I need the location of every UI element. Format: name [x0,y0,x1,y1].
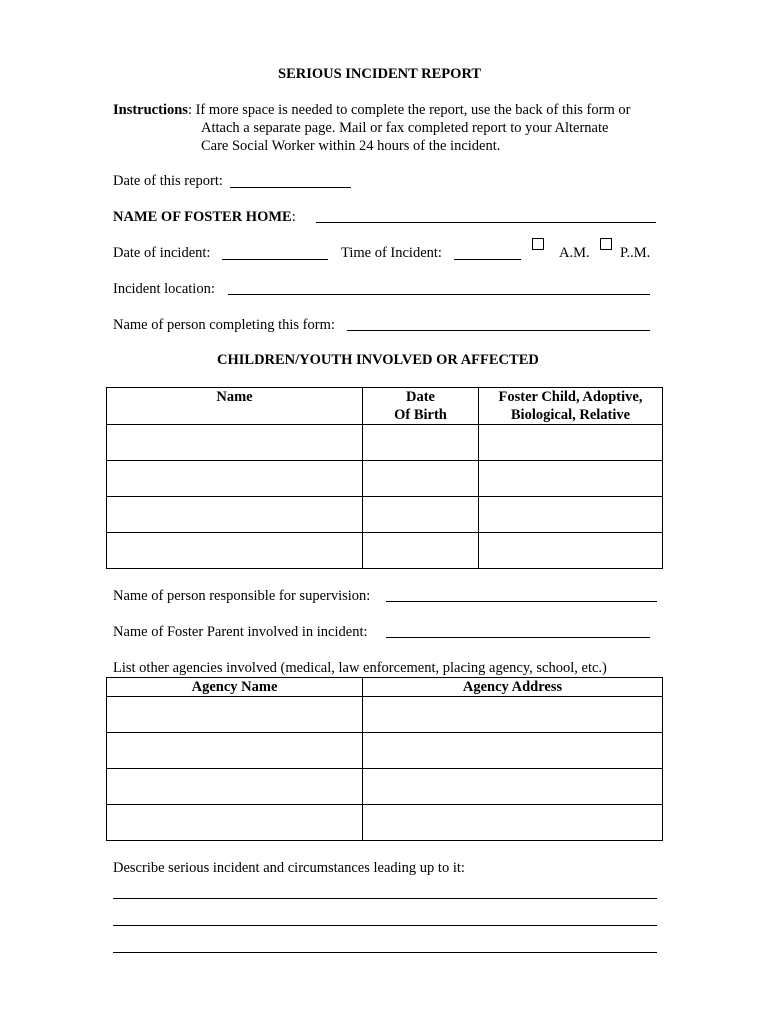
foster-parent-label: Name of Foster Parent involved in incident: [113,624,368,640]
am-checkbox[interactable] [532,238,544,250]
child-relationship-cell[interactable] [479,533,663,569]
agency-name-cell[interactable] [107,805,363,841]
agency-name-cell[interactable] [107,733,363,769]
table-row [107,697,663,733]
date-of-report-field[interactable] [230,187,351,188]
instructions-line-3: Care Social Worker within 24 hours of the incident. [201,138,501,154]
table-row [107,533,663,569]
agencies-table-header [107,678,663,697]
describe-line-2[interactable] [113,925,657,926]
child-name-cell[interactable] [107,425,363,461]
child-dob-cell[interactable] [363,461,479,497]
child-dob-cell[interactable] [363,497,479,533]
pm-label: P..M. [620,245,651,261]
foster-home-colon: : [291,209,296,225]
am-label: A.M. [559,245,590,261]
agencies-table [106,677,663,841]
describe-line-1[interactable] [113,898,657,899]
time-of-incident-field[interactable] [454,259,521,260]
table-row [107,461,663,497]
agency-address-cell[interactable] [363,733,663,769]
table-row [107,497,663,533]
supervision-field[interactable] [386,601,657,602]
foster-home-label [113,209,296,226]
instructions-label: Instructions [113,102,188,118]
foster-parent-field[interactable] [386,637,650,638]
table-row [107,425,663,461]
agency-address-cell[interactable] [363,805,663,841]
describe-line-3[interactable] [113,952,657,953]
col-agency-name-header: Agency Name [107,678,363,697]
children-section-heading: CHILDREN/YOUTH INVOLVED OR AFFECTED [217,352,539,368]
pm-checkbox[interactable] [600,238,612,250]
child-dob-cell[interactable] [363,533,479,569]
agency-name-cell[interactable] [107,697,363,733]
person-completing-field[interactable] [347,330,650,331]
col-agency-address-header: Agency Address [363,678,663,697]
date-of-report-label: Date of this report: [113,173,223,189]
person-completing-label: Name of person completing this form: [113,317,335,333]
child-relationship-cell[interactable] [479,425,663,461]
foster-home-field[interactable] [316,222,656,223]
child-relationship-cell[interactable] [479,497,663,533]
agency-name-cell[interactable] [107,769,363,805]
table-row [107,769,663,805]
child-name-cell[interactable] [107,533,363,569]
table-row [107,805,663,841]
agency-address-cell[interactable] [363,697,663,733]
children-table-header [107,388,663,425]
instructions-line-2: Attach a separate page. Mail or fax completed report to your Alternate [201,120,609,136]
col-relationship-header: Foster Child, Adoptive, Biological, Relative [479,388,663,425]
time-of-incident-label: Time of Incident: [341,245,442,261]
col-name-header: Name [107,388,363,425]
child-dob-cell[interactable] [363,425,479,461]
describe-label: Describe serious incident and circumstances leading up to it: [113,860,465,876]
incident-location-label: Incident location: [113,281,215,297]
agencies-intro: List other agencies involved (medical, law enforcement, placing agency, school, etc.) [113,660,607,676]
foster-home-label-text: NAME OF FOSTER HOME [113,209,292,225]
col-dob-header: Date Of Birth [363,388,479,425]
date-of-incident-field[interactable] [222,259,328,260]
instructions [113,101,630,155]
child-name-cell[interactable] [107,461,363,497]
children-table [106,387,663,569]
supervision-label: Name of person responsible for supervision: [113,588,371,604]
child-relationship-cell[interactable] [479,461,663,497]
page-title: SERIOUS INCIDENT REPORT [278,66,482,82]
agency-address-cell[interactable] [363,769,663,805]
instructions-line-1: : If more space is needed to complete the report, use the back of this form or [187,102,631,118]
incident-location-field[interactable] [228,294,650,295]
date-of-incident-label: Date of incident: [113,245,211,261]
table-row [107,733,663,769]
child-name-cell[interactable] [107,497,363,533]
